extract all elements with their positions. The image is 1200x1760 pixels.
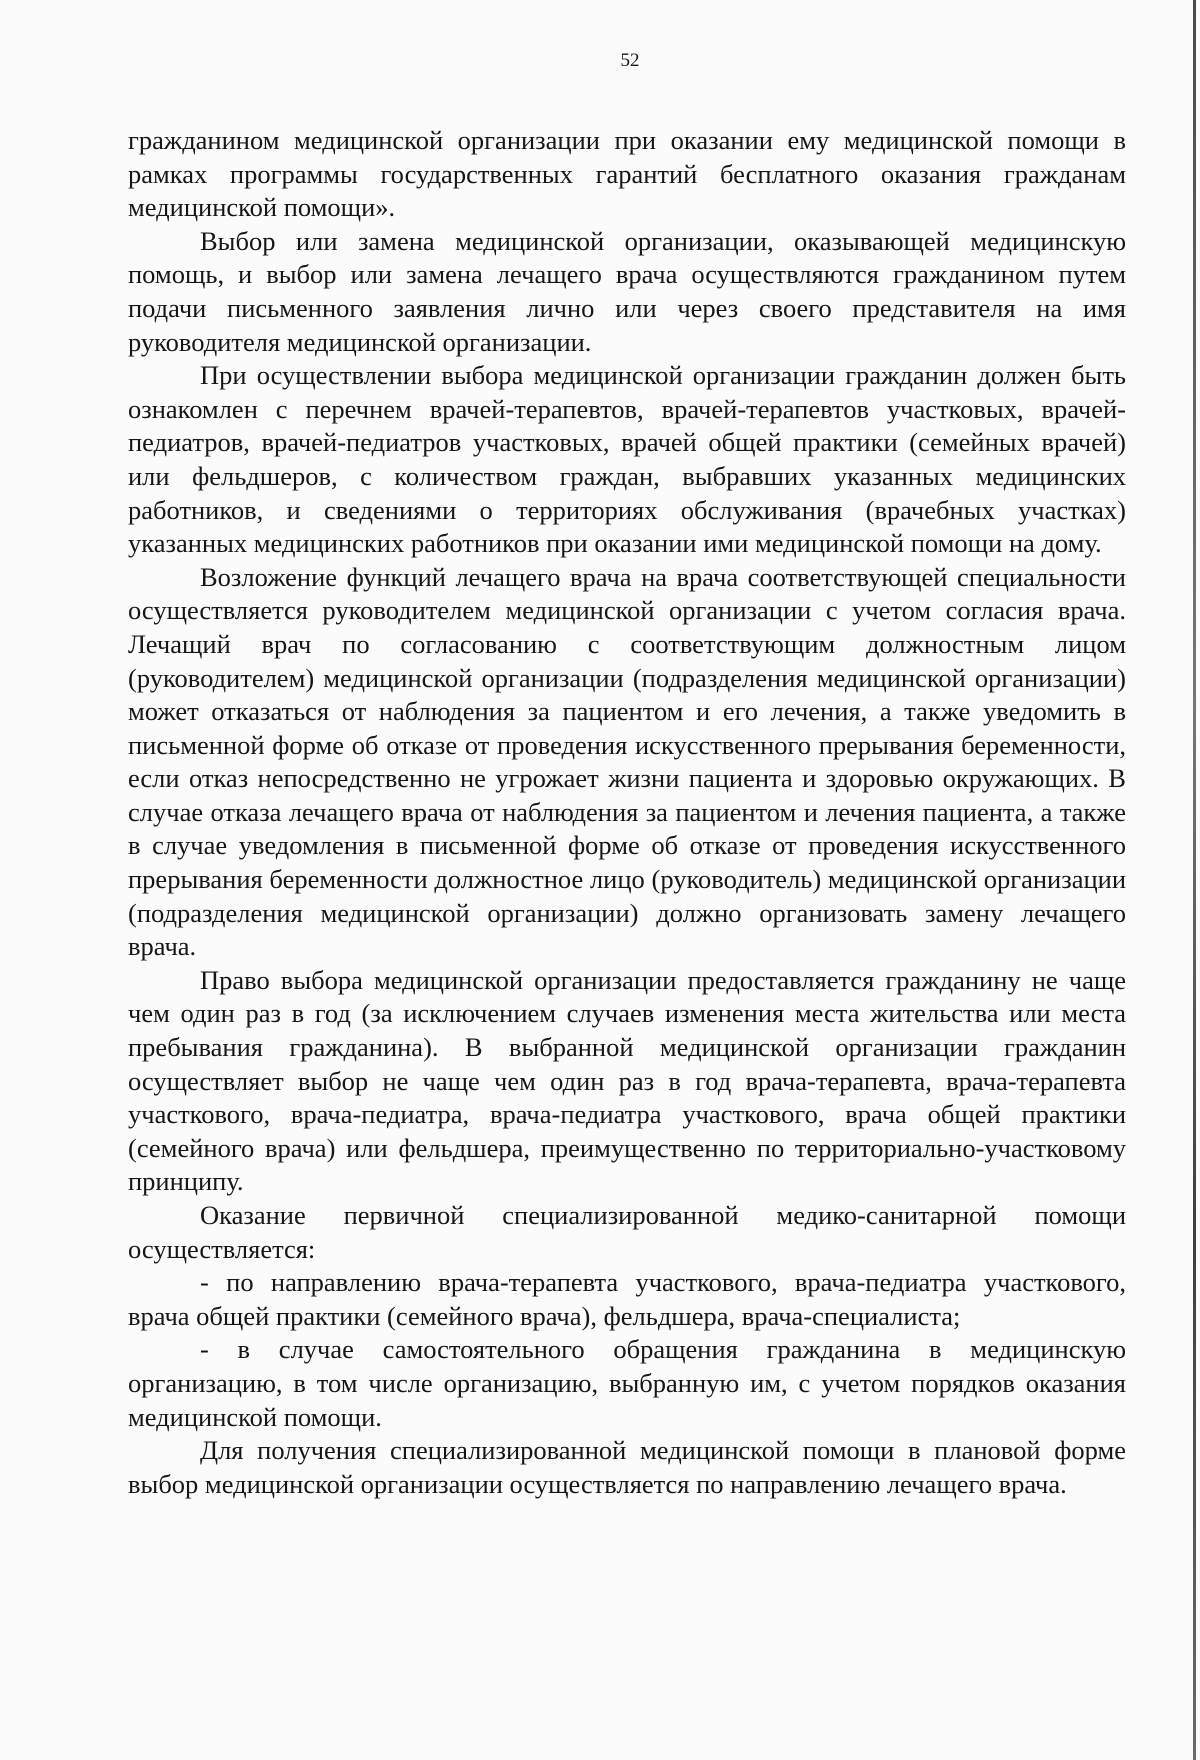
list-item-self-referral: - в случае самостоятельного обращения гражданина в медицинскую организацию, в том числе организацию, выбранную им, с учетом порядков оказания медицинской помощи. [128, 1334, 1126, 1432]
paragraph-right-of-choice: Право выбора медицинской организации предоставляется гражданину не чаще чем один раз в год (за исключением случаев изменения места жительства или места пребывания гражданина). В выбранной медицинской организации гражданин осуществляет выбор не чаще чем один раз в год врача-терапевта, врача-терапевта участкового, врача-педиатра, врача-педиатра участкового, врача общей практики (семейного врача) или фельдшера, преимущественно по территориально-участковому принципу. [128, 964, 1126, 1197]
list-item-referral: - по направлению врача-терапевта участкового, врача-педиатра участкового, врача общей практики (семейного врача), фельдшера, врача-специалиста; [128, 1267, 1126, 1331]
scan-edge [1193, 0, 1196, 1760]
paragraph-planned-care: Для получения специализированной медицинской помощи в плановой форме выбор медицинской организации осуществляется по направлению лечащего врача. [128, 1435, 1126, 1499]
document-body [128, 124, 1126, 1501]
paragraph-doctor-list: При осуществлении выбора медицинской организации гражданин должен быть ознакомлен с перечнем врачей-терапевтов, врачей-терапевтов участковых, врачей-педиатров, врачей-педиатров участковых, врачей общей практики (семейных врачей) или фельдшеров, с количеством граждан, выбравших указанных медицинских работников, и сведениями о территориях обслуживания (врачебных участках) указанных медицинских работников при оказании ими медицинской помощи на дому. [128, 360, 1126, 559]
paragraph-choice-replacement: Выбор или замена медицинской организации, оказывающей медицинскую помощь, и выбор или замена лечащего врача осуществляются гражданином путем подачи письменного заявления лично или через своего представителя на имя руководителя медицинской организации. [128, 225, 1126, 357]
paragraph-continuation: гражданином медицинской организации при оказании ему медицинской помощи в рамках программы государственных гарантий бесплатного оказания гражданам медицинской помощи». [128, 125, 1126, 223]
page-number: 52 [620, 50, 640, 71]
paragraph-attending-doctor: Возложение функций лечащего врача на врача соответствующей специальности осуществляется руководителем медицинской организации с учетом согласия врача. Лечащий врач по согласованию с соответствующим должностным лицом (руководителем) медицинской организации (подразделения медицинской организации) может отказаться от наблюдения за пациентом и его лечения, а также уведомить в письменной форме об отказе от проведения искусственного прерывания беременности, если отказ непосредственно не угрожает жизни пациента и здоровью окружающих. В случае отказа лечащего врача от наблюдения за пациентом и лечения пациента, а также в случае уведомления в письменной форме об отказе от проведения искусственного прерывания беременности должностное лицо (руководитель) медицинской организации (подразделения медицинской организации) должно организовать замену лечащего врача. [128, 561, 1126, 962]
paragraph-specialized-care: Оказание первичной специализированной медико-санитарной помощи осуществляется: [128, 1200, 1126, 1264]
